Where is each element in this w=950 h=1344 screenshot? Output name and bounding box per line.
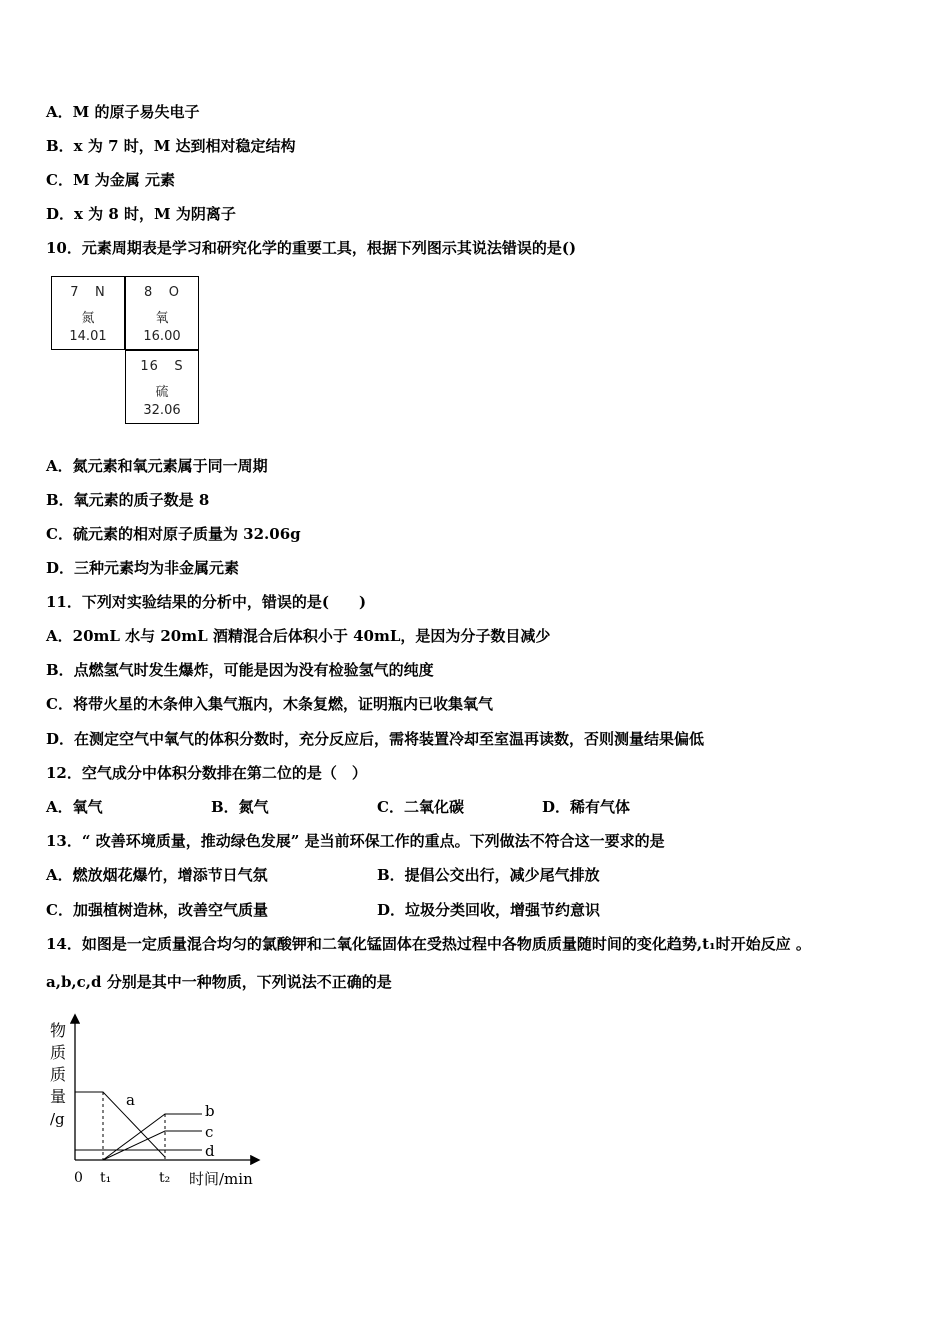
q9-option-d: D．x 为 8 时，M 为阴离子 — [46, 205, 236, 223]
q13-option-a: A．燃放烟花爆竹，增添节日气氛 — [46, 866, 268, 884]
origin-label: 0 — [74, 1170, 83, 1186]
q12-option-a: A．氧气 — [46, 798, 103, 816]
curve-d-label: d — [205, 1142, 215, 1160]
q9-option-c: C．M 为金属 元素 — [46, 171, 175, 189]
q13-stem: 13．“ 改善环境质量，推动绿色发展” 是当前环保工作的重点。下列做法不符合这一要求的是 — [46, 832, 665, 850]
curve-b-label: b — [205, 1102, 215, 1120]
y-axis-label-char: /g — [50, 1110, 65, 1128]
q11-stem: 11．下列对实验结果的分析中，错误的是( ) — [46, 593, 367, 611]
q10-option-b: B．氧元素的质子数是 8 — [46, 491, 210, 509]
element-symbol: N — [94, 285, 106, 300]
q11-option-c: C．将带火星的木条伸入集气瓶内，木条复燃，证明瓶内已收集氧气 — [46, 695, 493, 713]
q12-stem: 12．空气成分中体积分数排在第二位的是（ ） — [46, 764, 367, 782]
atomic-mass: 16.00 — [143, 329, 181, 344]
element-cell-sulfur — [125, 350, 199, 424]
y-axis-label-char: 物 — [50, 1021, 67, 1040]
q9-option-b: B．x 为 7 时，M 达到相对稳定结构 — [46, 137, 296, 155]
atomic-mass: 32.06 — [143, 403, 181, 418]
q11-option-b: B．点燃氢气时发生爆炸，可能是因为没有检验氢气的纯度 — [46, 661, 434, 679]
element-name: 氮 — [81, 311, 95, 326]
q12-option-b: B．氮气 — [211, 798, 269, 816]
x-axis-label: 时间/min — [189, 1170, 253, 1188]
mass-time-graph — [40, 1010, 280, 1195]
q9-option-a: A．M 的原子易失电子 — [46, 103, 200, 121]
q14-stem-line1: 14．如图是一定质量混合均匀的氯酸钾和二氧化锰固体在受热过程中各物质质量随时间的变化趋势,t₁时开始反应 。 — [46, 935, 811, 953]
atomic-mass: 14.01 — [69, 329, 107, 344]
atomic-number: 16 — [140, 359, 159, 374]
t2-label: t₂ — [159, 1170, 171, 1186]
curve-c — [103, 1131, 202, 1160]
atomic-number: 8 — [144, 285, 154, 300]
y-axis-label-char: 质 — [50, 1065, 67, 1084]
q12-option-c: C．二氧化碳 — [377, 798, 464, 816]
q13-option-d: D．垃圾分类回收，增强节约意识 — [377, 901, 601, 919]
curve-c-label: c — [205, 1123, 214, 1141]
q13-option-c: C．加强植树造林，改善空气质量 — [46, 901, 268, 919]
element-symbol: O — [168, 285, 180, 300]
curve-a-label: a — [126, 1091, 135, 1109]
q12-option-d: D．稀有气体 — [542, 798, 631, 816]
q10-option-c: C．硫元素的相对原子质量为 32.06g — [46, 525, 301, 543]
element-name: 硫 — [155, 385, 169, 400]
atomic-number: 7 — [70, 285, 80, 300]
q13-option-b: B．提倡公交出行，减少尾气排放 — [377, 866, 600, 884]
element-cell-oxygen — [125, 276, 199, 350]
element-cell-nitrogen — [51, 276, 125, 350]
q10-option-a: A．氮元素和氧元素属于同一周期 — [46, 457, 268, 475]
element-name: 氧 — [155, 311, 169, 326]
t1-label: t₁ — [100, 1170, 112, 1186]
q10-option-d: D．三种元素均为非金属元素 — [46, 559, 240, 577]
element-symbol: S — [174, 359, 184, 374]
y-axis-label-char: 量 — [50, 1087, 67, 1106]
q10-stem: 10．元素周期表是学习和研究化学的重要工具，根据下列图示其说法错误的是() — [46, 239, 577, 257]
q14-stem-line2: a,b,c,d 分别是其中一种物质，下列说法不正确的是 — [46, 973, 392, 991]
y-axis-label-char: 质 — [50, 1043, 67, 1062]
q11-option-d: D．在测定空气中氧气的体积分数时，充分反应后，需将装置冷却至室温再读数，否则测量结果偏低 — [46, 730, 705, 748]
q11-option-a: A．20mL 水与 20mL 酒精混合后体积小于 40mL，是因为分子数目减少 — [46, 627, 551, 645]
